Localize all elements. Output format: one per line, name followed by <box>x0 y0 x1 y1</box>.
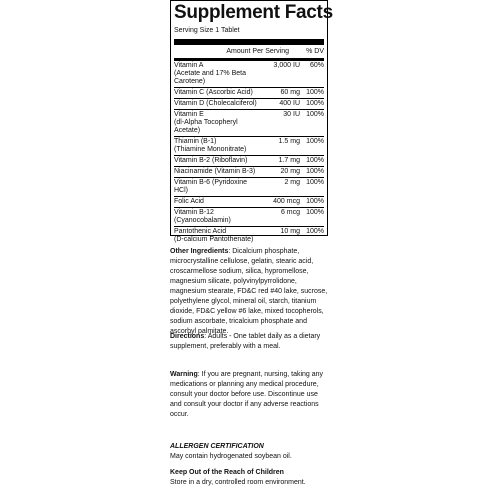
supplement-label <box>170 0 333 500</box>
nutrient-dv: 100% <box>306 168 324 175</box>
nutrient-name-cell <box>174 228 258 244</box>
nutrient-amount: 60 mg <box>280 89 300 96</box>
nutrient-row <box>174 99 324 110</box>
nutrient-name-cell <box>174 198 258 206</box>
nutrient-table <box>174 58 324 245</box>
storage-title: Keep Out of the Reach of Children <box>170 469 284 476</box>
other-ingredients-label: Other Ingredients <box>170 248 229 255</box>
nutrient-name-cell <box>174 168 258 176</box>
nutrient-name-cell <box>174 89 258 97</box>
allergen-text: May contain hydrogenated soybean oil. <box>170 453 292 460</box>
nutrient-source: (Acetate and 17% Beta Carotene) <box>174 70 246 85</box>
nutrient-source: (Cyanocobalamin) <box>174 217 231 224</box>
nutrient-dv: 100% <box>306 209 324 216</box>
nutrient-amount: 400 IU <box>279 100 300 107</box>
nutrient-dv: 100% <box>306 100 324 107</box>
nutrient-row <box>174 156 324 167</box>
nutrient-dv: 100% <box>306 89 324 96</box>
nutrient-name: Vitamin E <box>174 111 204 118</box>
directions <box>170 332 330 352</box>
nutrient-source: (D-calcium Pantothenate) <box>174 236 254 243</box>
directions-label: Directions <box>170 333 205 340</box>
other-ingredients-text: : Dicalcium phosphate, microcrystalline cellulose, gelatin, stearic acid, croscarmellose sodium, silica, hypromellose, magnesium silicate, polyvinylpyrrolidone, magnesium stearate, FD&C red #40 lake, sucrose, polyethylene glycol, mineral oil, starch, titanium dioxide, FD&C yellow #6 lake, mixed tocopherols, sodium ascorbate, tricalcium phosphate and ascorbyl palmitate. <box>170 248 328 335</box>
nutrient-name-cell <box>174 62 258 86</box>
nutrient-dv: 100% <box>306 111 324 118</box>
warning <box>170 370 330 420</box>
nutrient-dv: 100% <box>306 157 324 164</box>
other-ingredients <box>170 247 330 337</box>
supplement-facts-panel <box>170 0 333 243</box>
warning-text: : If you are pregnant, nursing, taking any medications or planning any medical procedure, consult your doctor before use. Discontinue use and consult your doctor if any adverse reactions occur. <box>170 371 324 418</box>
nutrient-row <box>174 61 324 88</box>
nutrient-amount: 20 mg <box>280 168 300 175</box>
nutrient-name: Vitamin A <box>174 62 204 69</box>
nutrient-source: (Thiamine Mononitrate) <box>174 146 247 153</box>
nutrient-name: Vitamin B-2 (Riboflavin) <box>174 157 248 164</box>
nutrient-row <box>174 88 324 99</box>
nutrient-name: Folic Acid <box>174 198 204 205</box>
nutrient-dv: 100% <box>306 138 324 145</box>
nutrient-amount: 30 IU <box>283 111 300 118</box>
warning-label: Warning <box>170 371 198 378</box>
nutrient-name: Pantothenic Acid <box>174 228 227 235</box>
amount-header: Amount Per Serving <box>226 48 289 55</box>
nutrient-amount: 3,000 IU <box>273 62 300 69</box>
nutrient-source: (dl-Alpha Tocopheryl Acetate) <box>174 119 238 134</box>
directions-text: : Adults - One tablet daily as a dietary supplement, preferably with a meal. <box>170 333 321 350</box>
nutrient-name: Vitamin D (Cholecalciferol) <box>174 100 257 107</box>
nutrient-name-cell <box>174 111 258 135</box>
nutrient-name-cell <box>174 138 258 154</box>
nutrient-name-cell <box>174 100 258 108</box>
storage-info <box>170 468 330 488</box>
nutrient-name-cell <box>174 209 258 225</box>
nutrient-row <box>174 110 324 137</box>
nutrient-row <box>174 208 324 227</box>
nutrient-row <box>174 167 324 178</box>
nutrient-amount: 400 mcg <box>273 198 300 205</box>
nutrient-name-cell <box>174 157 258 165</box>
nutrient-name: Vitamin C (Ascorbic Acid) <box>174 89 253 96</box>
nutrient-row <box>174 137 324 156</box>
nutrient-amount: 10 mg <box>280 228 300 235</box>
serving-size: Serving Size 1 Tablet <box>174 27 240 34</box>
nutrient-dv: 100% <box>306 228 324 235</box>
allergen-certification <box>170 442 330 462</box>
nutrient-name: Vitamin B-12 <box>174 209 214 216</box>
nutrient-row <box>174 227 324 245</box>
facts-title: Supplement Facts <box>174 2 333 23</box>
nutrient-name: Thiamin (B-1) <box>174 138 217 145</box>
nutrient-amount: 1.5 mg <box>278 138 300 145</box>
nutrient-name: Niacinamide (Vitamin B-3) <box>174 168 256 175</box>
allergen-title: ALLERGEN CERTIFICATION <box>170 443 264 450</box>
storage-text: Store in a dry, controlled room environment. <box>170 479 306 486</box>
nutrient-dv: 60% <box>309 62 324 69</box>
nutrient-amount: 2 mg <box>284 179 300 186</box>
nutrient-amount: 6 mcg <box>280 209 300 216</box>
nutrient-dv: 100% <box>306 179 324 186</box>
facts-header-row <box>174 45 324 58</box>
nutrient-dv: 100% <box>306 198 324 205</box>
nutrient-amount: 1.7 mg <box>278 157 300 164</box>
nutrient-row <box>174 197 324 208</box>
nutrient-name-cell <box>174 179 258 195</box>
nutrient-row <box>174 178 324 197</box>
dv-header: % DV <box>306 48 324 55</box>
nutrient-name: Vitamin B-6 (Pyridoxine HCl) <box>174 179 248 194</box>
